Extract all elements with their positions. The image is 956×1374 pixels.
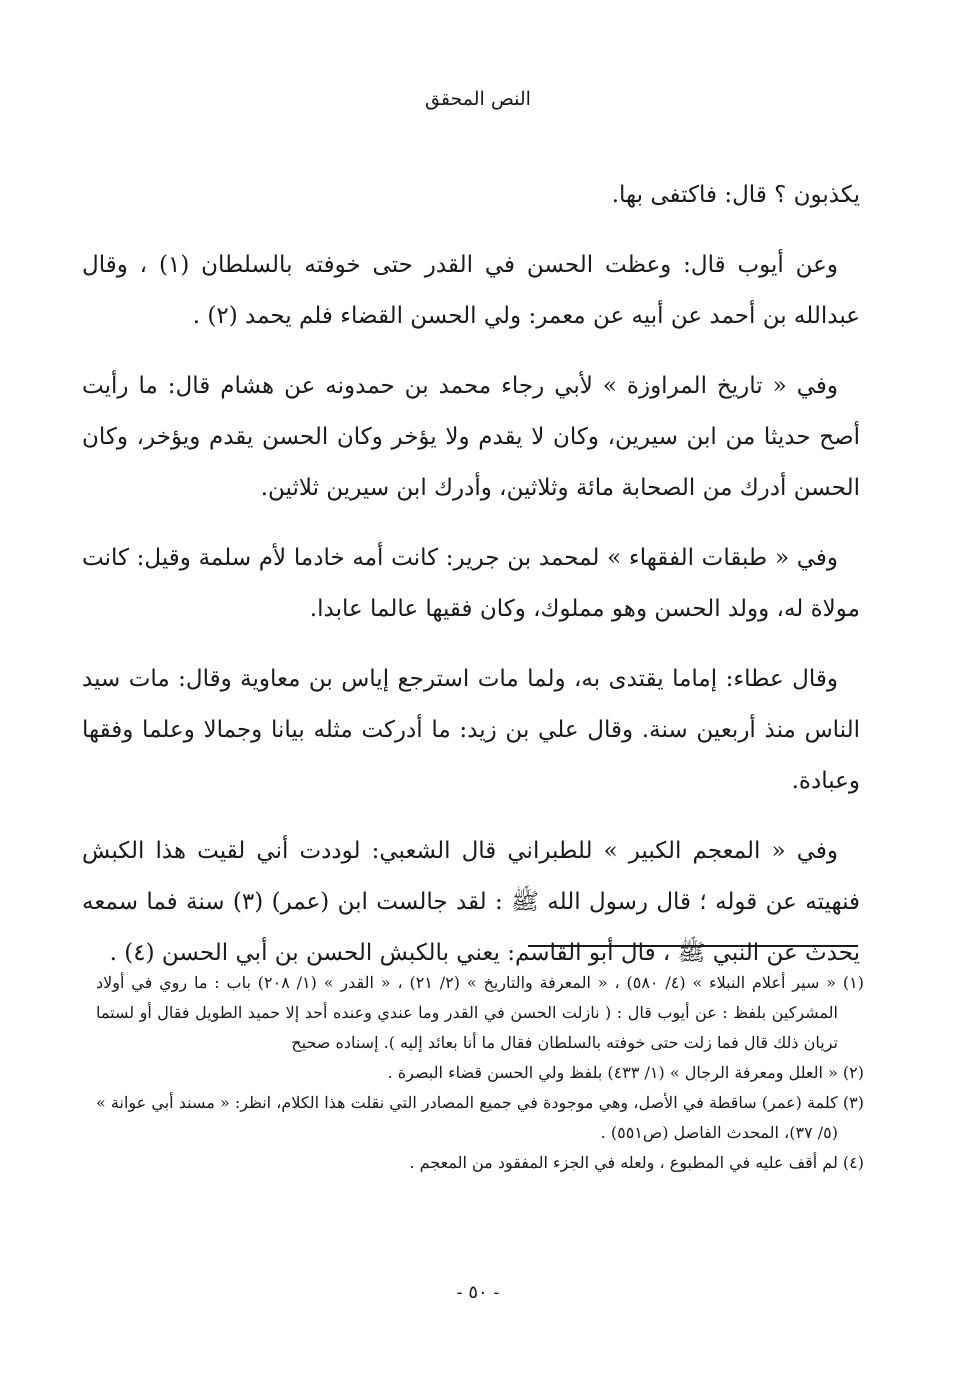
paragraph: يكذبون ؟ قال: فاكتفى بها. [611, 182, 860, 208]
paragraph: وفي « طبقات الفقهاء » لمحمد بن جرير: كانت أمه خادما لأم سلمة وقيل: كانت مولاة له، وولد الحسن وهو مملوك، وكان فقيها عالما عابدا. [82, 545, 860, 622]
main-text [82, 170, 860, 998]
paragraph: وفي « المعجم الكبير » للطبراني قال الشعبي: لوددت أني لقيت هذا الكبش فنهيته عن قوله ؛ قال رسول الله ﷺ : لقد جالست ابن (عمر) (٣) سنة فما سمعه يحدث عن النبي ﷺ ، قال أبو القاسم: يعني بالكبش الحسن بن أبي الحسن (٤) . [82, 838, 861, 966]
footnote-separator [528, 945, 858, 947]
paragraph: وفي « تاريخ المراوزة » لأبي رجاء محمد بن حمدونه عن هشام قال: ما رأيت أصح حديثا من ابن سيرين، وكان لا يقدم ولا يؤخر وكان الحسن يقدم ويؤخر، وكان الحسن أدرك من الصحابة مائة وثلاثين، وأدرك ابن سيرين ثلاثين. [82, 373, 860, 501]
footnote: (٣) كلمة (عمر) ساقطة في الأصل، وهي موجودة في جميع المصادر التي نقلت هذا الكلام، انظر: « مسند أبي عوانة » (٥/ ٣٧)، المحدث الفاصل (ص٥٥١) . [96, 1093, 864, 1142]
footnote: (٢) « العلل ومعرفة الرجال » (١/ ٤٣٣) بلفظ ولي الحسن قضاء البصرة . [387, 1063, 864, 1082]
paragraph: وقال عطاء: إماما يقتدى به، ولما مات استرجع إياس بن معاوية وقال: مات سيد الناس منذ أربعين سنة. وقال علي بن زيد: ما أدركت مثله بيانا وجمالا وعلما وفقها وعبادة. [82, 666, 860, 794]
footnote: (١) « سير أعلام النبلاء » (٤/ ٥٨٠) ، « المعرفة والتاريخ » (٢/ ٢١) ، « القدر » (١/ ٢٠٨) باب : ما روي في أولاد المشركين بلفظ : عن أيوب قال : ( نازلت الحسن في القدر وما عندي وعنده أحد إلا حميد الطويل فقال أو لستما تريان ذلك قال فما زلت حتى خوفته بالسلطان فقال ما أنا بعائد إليه ). إسناده صحيح [96, 973, 864, 1052]
footnote: (٤) لم أقف عليه في المطبوع ، ولعله في الجزء المفقود من المعجم . [409, 1153, 864, 1172]
footnotes [96, 968, 864, 1178]
running-header: النص المحقق [425, 88, 531, 110]
page-number: - ٥٠ - [456, 1282, 500, 1303]
paragraph: وعن أيوب قال: وعظت الحسن في القدر حتى خوفته بالسلطان (١) ، وقال عبدالله بن أحمد عن أبيه عن معمر: ولي الحسن القضاء فلم يحمد (٢) . [82, 252, 860, 329]
